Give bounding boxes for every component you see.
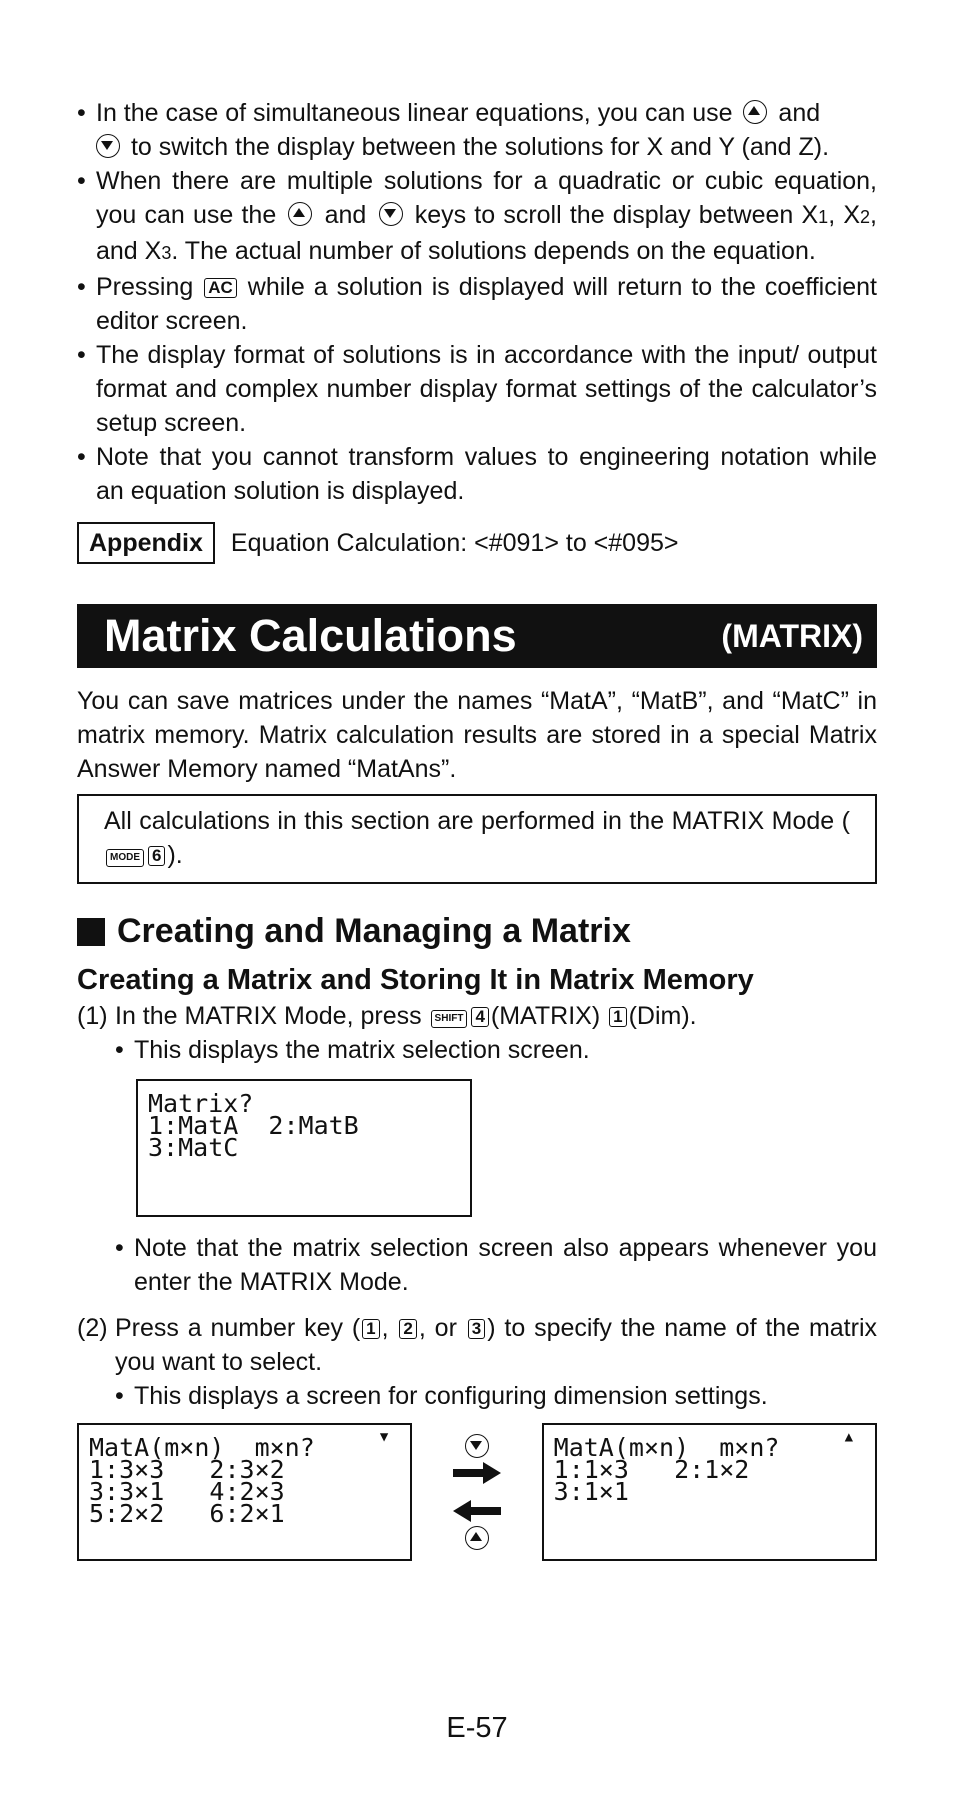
scroll-down-indicator-icon: ▼ [379,1429,389,1445]
text: , and X [96,201,877,265]
step-1-note: • This displays the matrix selection screen. [115,1033,877,1067]
text: to switch the display between the solutions for X and Y (and Z). [130,133,830,161]
down-arrow-key-icon [96,134,120,158]
text: and [324,201,367,229]
banner-mode: (MATRIX) [721,617,863,654]
text: , X [828,201,860,229]
scroll-up-indicator-icon: ▲ [844,1429,853,1445]
bullet-multiple-solutions [77,164,877,270]
lcd-dimension-screens [77,1423,877,1561]
down-arrow-key-icon [379,202,403,226]
one-key-icon: 1 [609,1007,626,1027]
lcd-line: 1:1×3 2:1×2 [553,1455,750,1484]
step-2 [77,1311,877,1379]
text: Pressing [96,273,194,301]
lcd-line: 5:2×2 6:2×1 [89,1499,285,1528]
text: Note that you cannot transform values to engineering notation while an equation solution is displayed. [96,443,877,505]
subsection-title: Creating a Matrix and Storing It in Matrix Memory [77,964,754,996]
lcd-line: 3:3×1 4:2×3 [89,1477,285,1506]
appendix-tag: Appendix [77,522,215,564]
square-bullet-icon [77,918,105,946]
text: , [381,1314,389,1342]
bullet-engineering-notation [77,440,877,508]
lcd-matrix-selection [136,1079,472,1217]
section-title: Creating and Managing a Matrix [117,912,631,950]
subscript: 3 [161,243,172,263]
right-arrow-icon [453,1462,501,1484]
step-number: (1) [77,1002,108,1030]
page-content [77,96,877,1561]
subscript: 1 [818,207,829,227]
lcd-line: MatA(m×n) m×n? [553,1433,780,1462]
mode-note-box [77,794,877,884]
lcd-line: 3:1×1 [553,1477,629,1506]
ac-key-icon: AC [204,278,237,298]
shift-key-icon: SHIFT [431,1010,468,1028]
step-number: (2) [77,1314,108,1342]
text: . The actual number of solutions depends on the equation. [171,237,816,265]
text: In the MATRIX Mode, press [115,1002,422,1030]
step-2-note: • This displays a screen for configuring dimension settings. [115,1379,877,1413]
page-number: E-57 [446,1712,508,1744]
text: (MATRIX) [490,1002,601,1030]
text: while a solution is displayed will return to the coefficient editor screen. [96,273,878,335]
lcd-line: Matrix? [148,1089,254,1118]
text: , or [418,1314,457,1342]
navigation-arrows [412,1434,541,1550]
text: ) to specify the name of the matrix you want to select. [115,1314,877,1376]
subscript: 2 [860,207,871,227]
three-key-icon: 3 [468,1319,485,1339]
up-arrow-key-icon [288,202,312,226]
bullet-display-format [77,338,877,440]
banner-title: Matrix Calculations [104,610,517,661]
section-heading [77,912,877,951]
down-arrow-key-icon [465,1434,489,1458]
lcd-line: MatA(m×n) m×n? [89,1433,315,1462]
text: and [778,99,821,127]
text: The display format of solutions is in accordance with the input/ output format and complex number display format settings of the calculator’s setup screen. [96,341,877,437]
lcd-line: 3:MatC [148,1133,239,1162]
text: All calculations in this section are performed in the MATRIX Mode ( [104,807,850,835]
step-1 [77,999,877,1033]
six-key-icon: 6 [148,846,165,866]
text: Press a number key ( [115,1314,361,1342]
text: When there are multiple solutions for a quadratic or cubic equation, you can use the [96,167,877,229]
mode-key-icon: MODE [106,849,144,867]
text: keys to scroll the display between X [414,201,819,229]
text: In the case of simultaneous linear equations, you can use [96,99,733,127]
one-key-icon: 1 [362,1319,379,1339]
bullet-simultaneous [77,96,877,164]
appendix-text: Equation Calculation: <#091> to <#095> [230,529,679,557]
intro-paragraph: You can save matrices under the names “MatA”, “MatB”, and “MatC” in matrix memory. Matrix calculation results are stored in a special Matrix Answer Memory named “MatAns”. [77,687,877,783]
lcd-dimension-page-1 [77,1423,412,1561]
four-key-icon: 4 [471,1007,488,1027]
text: (Dim). [628,1002,697,1030]
up-arrow-key-icon [465,1526,489,1550]
left-arrow-icon [453,1500,501,1522]
two-key-icon: 2 [399,1319,416,1339]
matrix-selection-note: • Note that the matrix selection screen also appears whenever you enter the MATRIX Mode. [115,1231,877,1299]
appendix-reference [77,522,877,564]
text: ). [167,841,183,869]
lcd-dimension-page-2 [542,1423,877,1561]
section-banner [77,604,877,668]
bullet-pressing-ac [77,270,877,338]
lcd-line: 1:3×3 2:3×2 [89,1455,285,1484]
up-arrow-key-icon [743,100,767,124]
lcd-line: 1:MatA 2:MatB [148,1111,359,1140]
